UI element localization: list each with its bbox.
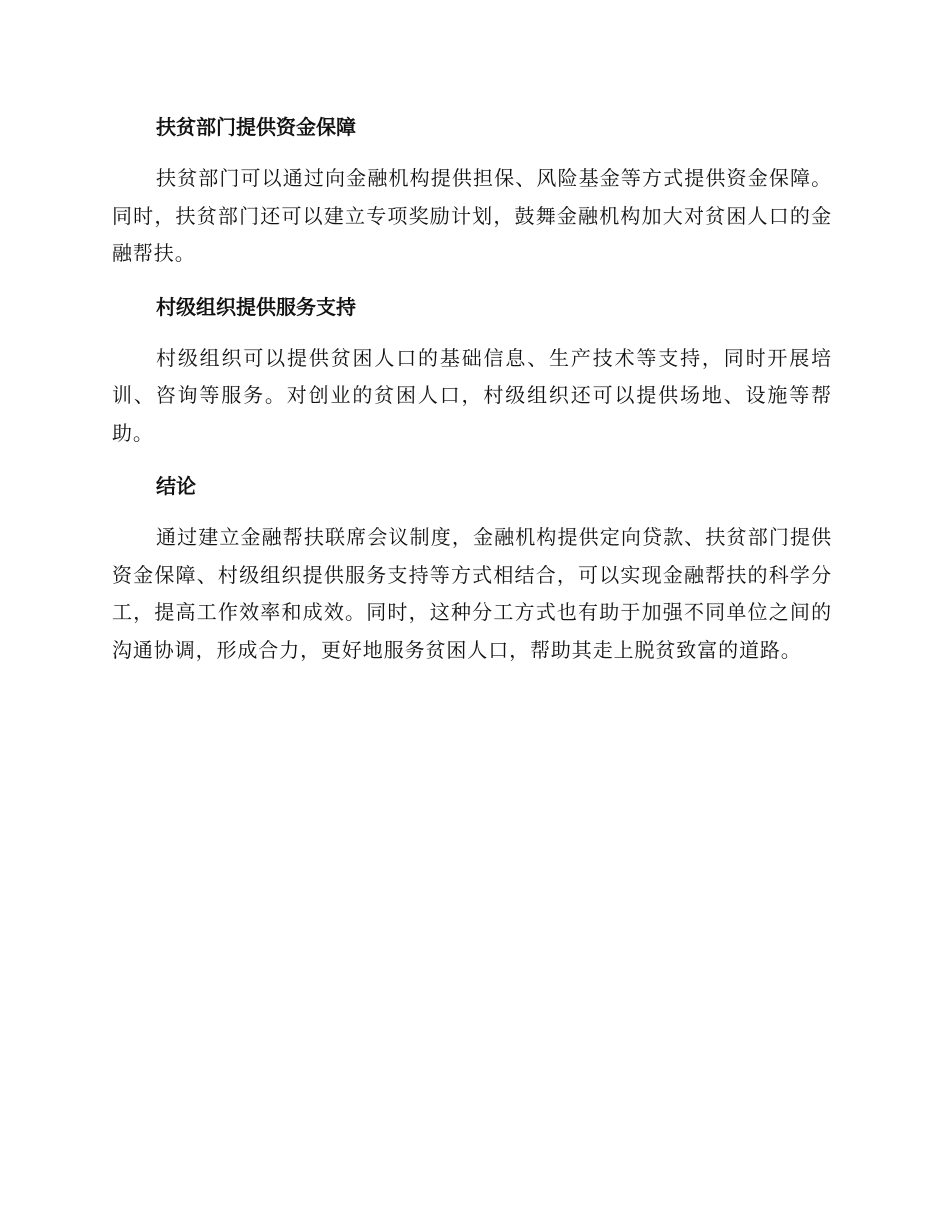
section-paragraph: 通过建立金融帮扶联席会议制度，金融机构提供定向贷款、扶贫部门提供资金保障、村级组织提供服务支持等方式相结合，可以实现金融帮扶的科学分工，提高工作效率和成效。同时，这种分工方式也有助于加强不同单位之间的沟通协调，形成合力，更好地服务贫困人口，帮助其走上脱贫致富的道路。 (112, 525, 832, 662)
section-heading: 结论 (156, 474, 196, 498)
section-paragraph: 村级组织可以提供贫困人口的基础信息、生产技术等支持，同时开展培训、咨询等服务。对创业的贫困人口，村级组织还可以提供场地、设施等帮助。 (112, 345, 832, 445)
section-village-service (112, 290, 832, 453)
section-heading: 扶贫部门提供资金保障 (156, 115, 356, 139)
section-funding-guarantee (112, 110, 832, 273)
section-paragraph: 扶贫部门可以通过向金融机构提供担保、风险基金等方式提供资金保障。同时，扶贫部门还可以建立专项奖励计划，鼓舞金融机构加大对贫困人口的金融帮扶。 (112, 166, 832, 265)
document-page (112, 110, 832, 686)
section-heading: 村级组织提供服务支持 (156, 294, 356, 319)
section-conclusion (112, 469, 832, 669)
